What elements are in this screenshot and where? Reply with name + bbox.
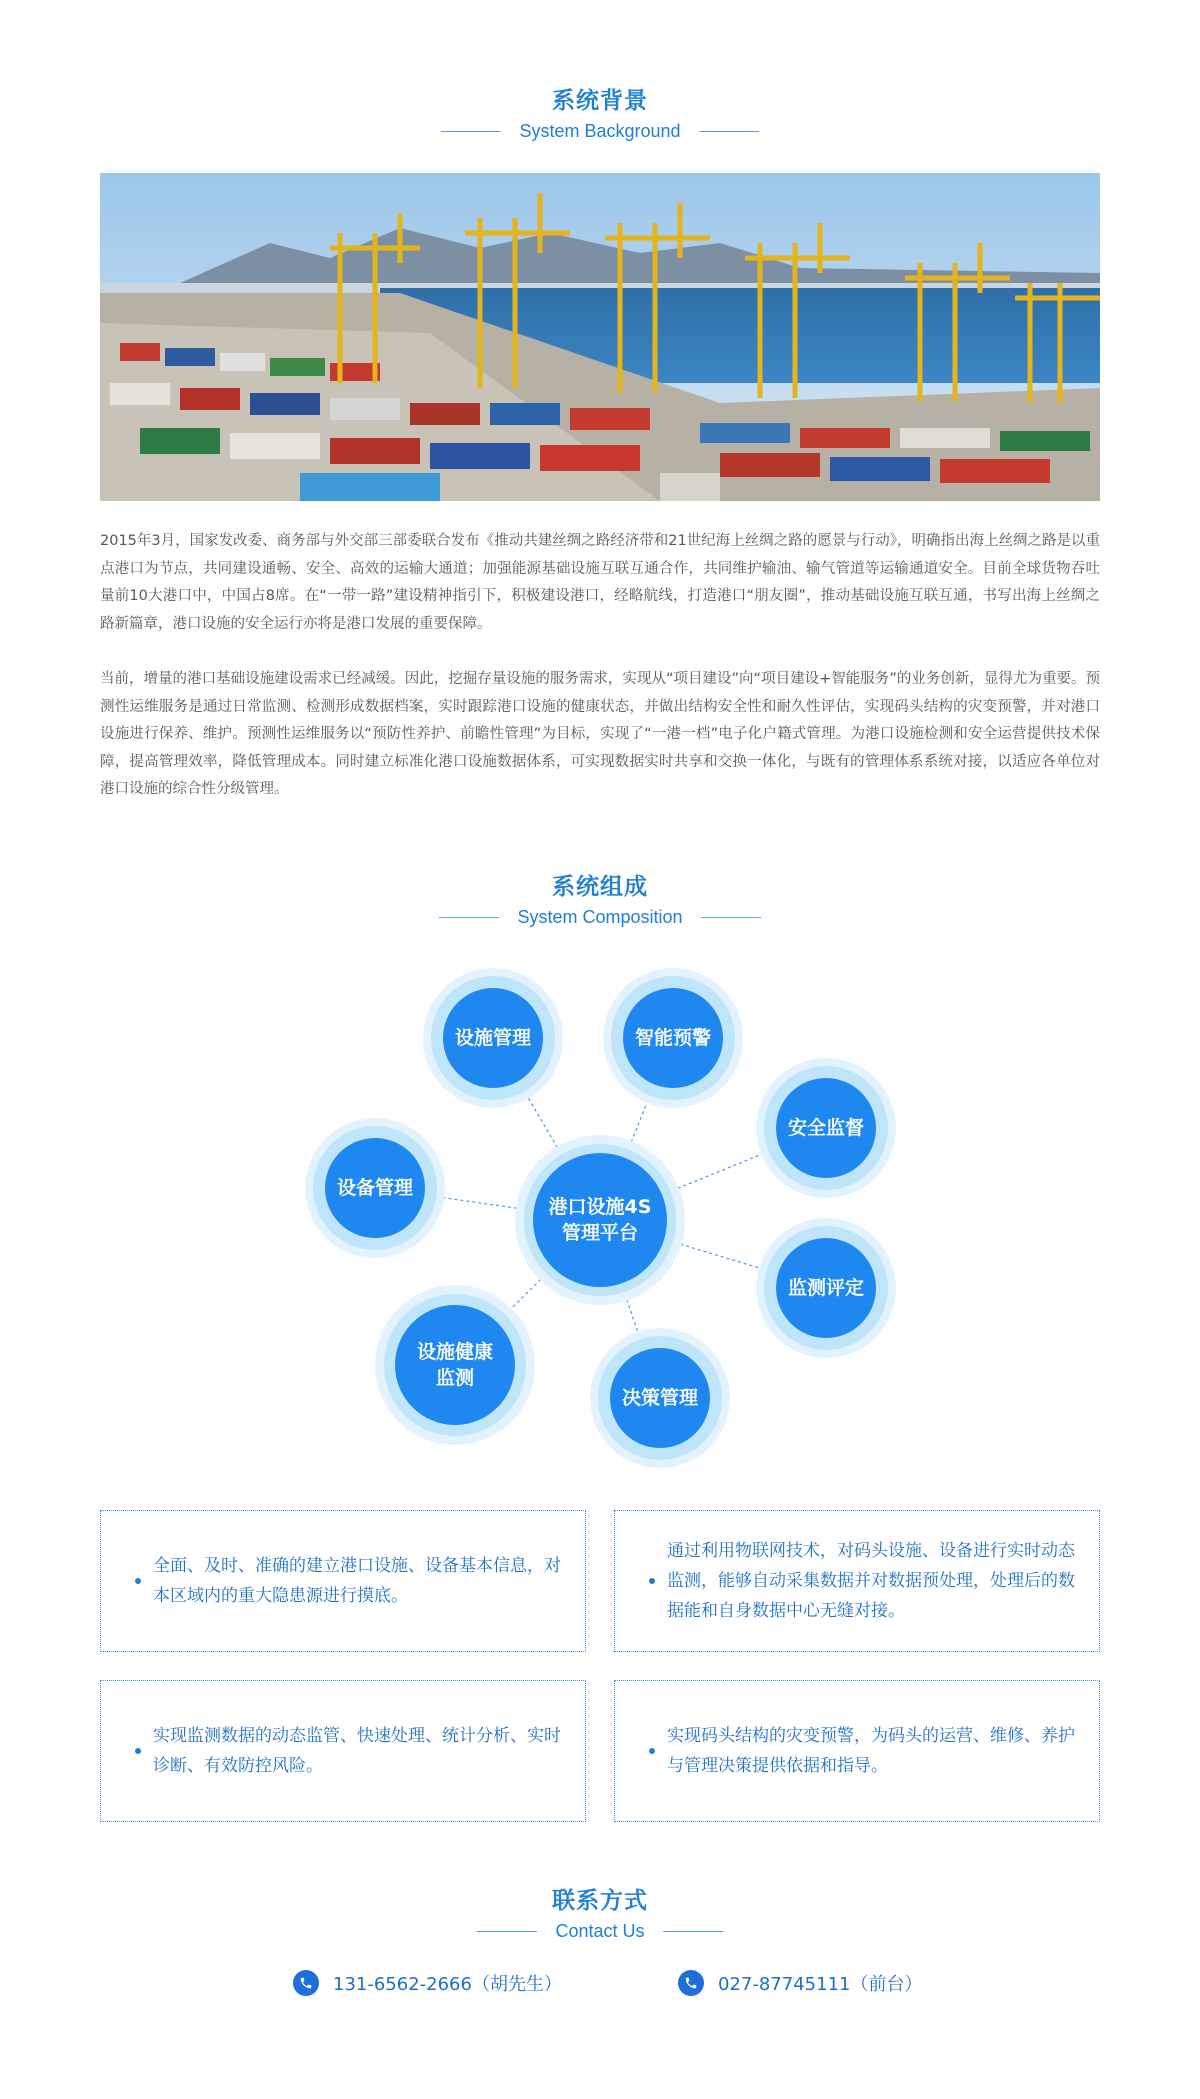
smart-warning-label: 智能预警 xyxy=(623,988,723,1088)
contact-phone-1[interactable] xyxy=(293,1970,562,1996)
platform-node-label: 港口设施4S 管理平台 xyxy=(533,1153,667,1287)
phone-icon xyxy=(678,1970,704,1996)
monitoring-evaluation-node[interactable] xyxy=(756,1218,896,1358)
title-divider-right xyxy=(701,917,761,918)
contact-section-title xyxy=(0,1882,1200,1942)
phone-icon xyxy=(293,1970,319,1996)
port-hero-image xyxy=(100,173,1100,501)
composition-diagram xyxy=(290,960,910,1460)
phone-number-2: 027-87745111（前台） xyxy=(718,1974,923,1995)
facility-management-node[interactable] xyxy=(423,968,563,1108)
title-divider-left xyxy=(441,131,501,132)
phone-number-1: 131-6562-2666（胡先生） xyxy=(333,1974,562,1995)
composition-section-title xyxy=(0,868,1200,928)
feature-card-4 xyxy=(614,1680,1100,1822)
safety-supervision-label: 安全监督 xyxy=(776,1078,876,1178)
bullet-icon xyxy=(649,1748,655,1754)
contact-subtitle: Contact Us xyxy=(555,1921,645,1941)
feature-text-3: 实现监测数据的动态监管、快速处理、统计分析、实时诊断、有效防控风险。 xyxy=(153,1726,561,1776)
contact-phone-2[interactable] xyxy=(678,1970,922,1996)
equipment-management-label: 设备管理 xyxy=(325,1138,425,1238)
bullet-icon xyxy=(649,1578,655,1584)
decision-management-label: 决策管理 xyxy=(610,1348,710,1448)
title-divider-left xyxy=(439,917,499,918)
decision-management-node[interactable] xyxy=(590,1328,730,1468)
feature-text-2: 通过利用物联网技术，对码头设施、设备进行实时动态监测，能够自动采集数据并对数据预处理，处理后的数据能和自身数据中心无缝对接。 xyxy=(667,1541,1075,1621)
facility-health-node[interactable] xyxy=(375,1285,535,1445)
background-title: 系统背景 xyxy=(552,88,648,114)
feature-text-1: 全面、及时、准确的建立港口设施、设备基本信息，对本区域内的重大隐患源进行摸底。 xyxy=(153,1556,561,1606)
bullet-icon xyxy=(135,1578,141,1584)
feature-card-2 xyxy=(614,1510,1100,1652)
smart-warning-node[interactable] xyxy=(603,968,743,1108)
bullet-icon xyxy=(135,1748,141,1754)
title-divider-right xyxy=(663,1931,723,1932)
platform-node[interactable] xyxy=(515,1135,685,1305)
background-paragraph-2: 当前，增量的港口基础设施建设需求已经减缓。因此，挖掘存量设施的服务需求，实现从“项目建设”向“项目建设+智能服务”的业务创新，显得尤为重要。预测性运维服务是通过日常监测、检测形成数据档案，实时跟踪港口设施的健康状态，并做出结构安全性和耐久性评估，实现码头结构的灾变预警，并对港口设施进行保养、维护。预测性运维服务以“预防性养护、前瞻性管理”为目标，实现了“一港一档”电子化户籍式管理。为港口设施检测和安全运营提供技术保障，提高管理效率，降低管理成本。同时建立标准化港口设施数据体系，可实现数据实时共享和交换一体化，与既有的管理体系系统对接，以适应各单位对港口设施的综合性分级管理。 xyxy=(100,671,1100,797)
title-divider-right xyxy=(699,131,759,132)
background-section-title xyxy=(0,82,1200,142)
equipment-management-node[interactable] xyxy=(305,1118,445,1258)
feature-text-4: 实现码头结构的灾变预警，为码头的运营、维修、养护与管理决策提供依据和指导。 xyxy=(667,1726,1075,1776)
facility-management-label: 设施管理 xyxy=(443,988,543,1088)
contact-title: 联系方式 xyxy=(552,1888,648,1914)
facility-health-label: 设施健康 监测 xyxy=(395,1305,515,1425)
feature-card-1 xyxy=(100,1510,586,1652)
monitoring-evaluation-label: 监测评定 xyxy=(776,1238,876,1338)
feature-card-3 xyxy=(100,1680,586,1822)
composition-subtitle: System Composition xyxy=(517,907,683,927)
background-paragraph-1: 2015年3月，国家发改委、商务部与外交部三部委联合发布《推动共建丝绸之路经济带和21世纪海上丝绸之路的愿景与行动》，明确指出海上丝绸之路是以重点港口为节点，共同建设通畅、安全、高效的运输大通道；加强能源基础设施互联互通合作，共同维护输油、输气管道等运输通道安全。目前全球货物吞吐量前10大港口中，中国占8席。在“一带一路”建设精神指引下，积极建设港口，经略航线，打造港口“朋友圈”，推动基础设施互联互通，书写出海上丝绸之路新篇章，港口设施的安全运行亦将是港口发展的重要保障。 xyxy=(100,533,1100,632)
background-subtitle: System Background xyxy=(519,121,681,141)
safety-supervision-node[interactable] xyxy=(756,1058,896,1198)
port-illustration xyxy=(100,173,1100,501)
title-divider-left xyxy=(477,1931,537,1932)
composition-title: 系统组成 xyxy=(552,874,648,900)
